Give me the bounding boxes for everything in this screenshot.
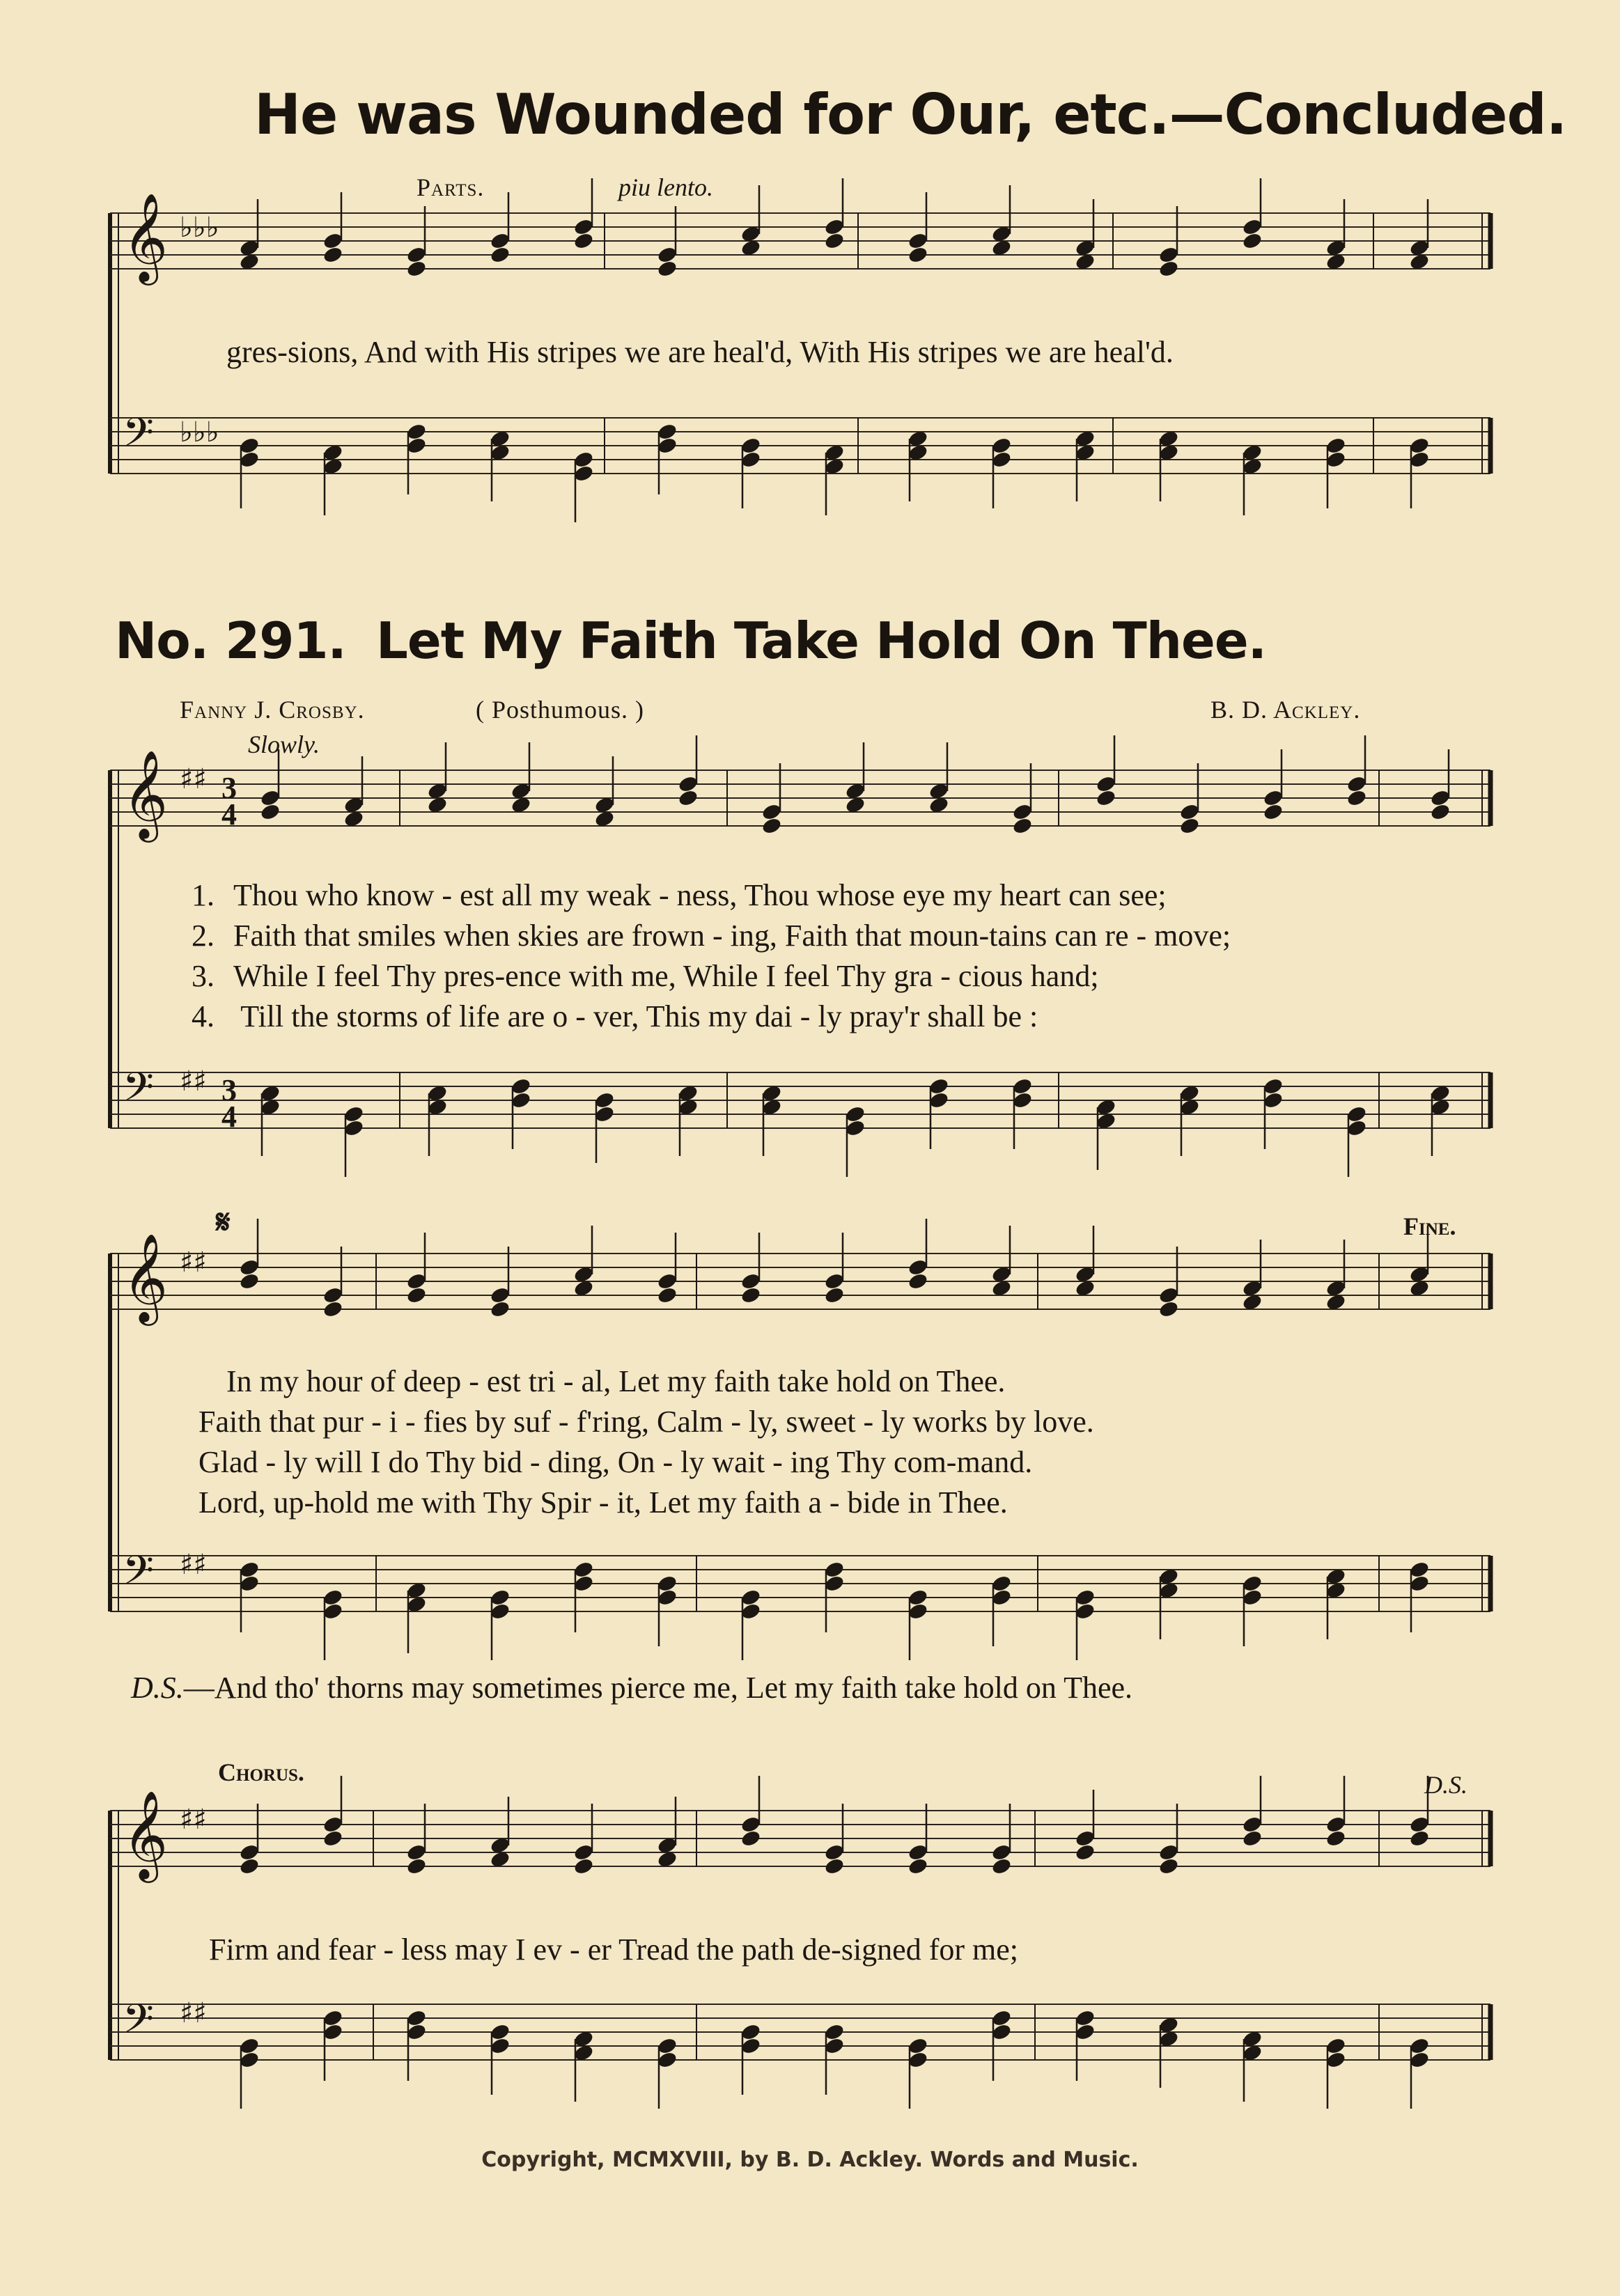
- fine-mark: Fine.: [1403, 1212, 1456, 1240]
- ds-text: —And tho' thorns may sometimes pierce me, Let my faith take hold on Thee.: [183, 1671, 1133, 1705]
- verse-2-line-b: Faith that pur - i - fies by suf - f'ring, Calm - ly, sweet - ly works by love.: [198, 1405, 1094, 1439]
- notehead: [489, 1299, 511, 1318]
- notehead: [573, 1857, 594, 1875]
- tempo-marking: piu lento.: [618, 173, 713, 201]
- notehead: [990, 1857, 1012, 1875]
- ds-prefix: D.S.: [131, 1671, 184, 1705]
- key-signature: ♯♯: [180, 1997, 207, 2029]
- bass-clef-icon: 𝄢: [123, 409, 155, 466]
- parts-label: Parts.: [416, 173, 485, 201]
- notehead: [238, 1272, 260, 1290]
- notehead: [1325, 1829, 1346, 1848]
- verse-number: 3.: [192, 959, 215, 993]
- notehead: [823, 1286, 845, 1304]
- time-signature-bottom: 4: [221, 1100, 237, 1134]
- notehead: [1346, 788, 1367, 807]
- bass-clef-icon: 𝄢: [123, 1063, 155, 1120]
- treble-clef-icon: 𝄞: [123, 749, 169, 838]
- key-signature: ♯♯: [180, 1804, 207, 1836]
- notehead: [1178, 816, 1200, 835]
- key-signature: ♯♯: [180, 763, 207, 795]
- notehead: [656, 1286, 678, 1304]
- treble-clef-icon: 𝄞: [123, 192, 169, 281]
- key-signature: ♭♭♭: [180, 416, 219, 448]
- notehead: [1095, 788, 1116, 807]
- notehead: [322, 245, 343, 264]
- time-signature-top: 3: [221, 771, 237, 805]
- time-signature-bottom: 4: [221, 797, 237, 831]
- hymn-number: No. 291.: [115, 611, 346, 670]
- notehead: [1408, 1829, 1430, 1848]
- notehead: [740, 1286, 761, 1304]
- time-signature-top: 3: [221, 1073, 237, 1107]
- notehead: [656, 259, 678, 278]
- author-credit: Fanny J. Crosby.: [180, 696, 365, 724]
- notehead: [907, 1272, 928, 1290]
- notehead: [740, 1829, 761, 1848]
- verse-text: Thou who know - est all my weak - ness, Thou whose eye my heart can see;: [233, 878, 1167, 912]
- notehead: [405, 1286, 427, 1304]
- hymn-title: Let My Faith Take Hold On Thee.: [376, 611, 1267, 670]
- page-title: He was Wounded for Our, etc.—Concluded.: [254, 82, 1567, 147]
- notehead: [405, 259, 427, 278]
- notehead: [1241, 231, 1263, 250]
- segno-sign: 𝄋: [216, 1204, 231, 1241]
- treble-clef-icon: 𝄞: [123, 1233, 169, 1322]
- notehead: [489, 245, 511, 264]
- notehead: [907, 245, 928, 264]
- notehead: [1074, 1843, 1096, 1861]
- treble-clef-icon: 𝄞: [123, 1790, 169, 1879]
- notehead: [1262, 802, 1284, 821]
- key-signature: ♯♯: [180, 1549, 207, 1581]
- notehead: [405, 1857, 427, 1875]
- notehead: [322, 1299, 343, 1318]
- composer-credit: B. D. Ackley.: [1210, 696, 1361, 724]
- notehead: [573, 231, 594, 250]
- notehead: [322, 1829, 343, 1848]
- chorus-lyric-line: Firm and fear - less may I ev - er Tread the path de-signed for me;: [209, 1932, 1018, 1967]
- verse-number: 1.: [192, 878, 215, 912]
- verse-number: 2.: [192, 919, 215, 953]
- verse-1-line-b: In my hour of deep - est tri - al, Let my faith take hold on Thee.: [226, 1364, 1006, 1398]
- notehead: [1158, 1299, 1179, 1318]
- notehead: [823, 1857, 845, 1875]
- notehead: [1241, 1829, 1263, 1848]
- verse-3-line-b: Glad - ly will I do Thy bid - ding, On - ly wait - ing Thy com-mand.: [198, 1445, 1033, 1479]
- notehead: [761, 816, 782, 835]
- ds-mark: D.S.: [1424, 1771, 1467, 1799]
- key-signature: ♭♭♭: [180, 212, 219, 244]
- notehead: [823, 231, 845, 250]
- lyric-line-concluded: gres-sions, And with His stripes we are heal'd, With His stripes we are heal'd.: [226, 335, 1174, 369]
- notehead: [1158, 259, 1179, 278]
- bass-clef-icon: 𝄢: [123, 1995, 155, 2052]
- notehead: [677, 788, 699, 807]
- verse-number: 4.: [192, 999, 215, 1033]
- copyright-notice: Copyright, MCMXVIII, by B. D. Ackley. Words and Music.: [481, 2148, 1139, 2172]
- verse-text: Faith that smiles when skies are frown - ing, Faith that moun-tains can re - move;: [233, 919, 1231, 953]
- notehead: [259, 802, 281, 821]
- notehead: [1158, 1857, 1179, 1875]
- tempo-marking-slowly: Slowly.: [248, 731, 320, 758]
- posthumous-note: ( Posthumous. ): [476, 696, 645, 724]
- notehead: [1011, 816, 1033, 835]
- verse-4-line-b: Lord, up-hold me with Thy Spir - it, Let my faith a - bide in Thee.: [198, 1485, 1008, 1520]
- notehead: [238, 1857, 260, 1875]
- verse-text: Till the storms of life are o - ver, This my dai - ly pray'r shall be :: [233, 999, 1038, 1033]
- key-signature: ♯♯: [180, 1065, 207, 1098]
- verse-text: While I feel Thy pres-ence with me, While I feel Thy gra - cious hand;: [233, 959, 1099, 993]
- notehead: [907, 1857, 928, 1875]
- bass-clef-icon: 𝄢: [123, 1547, 155, 1604]
- notehead: [1429, 802, 1451, 821]
- chorus-label: Chorus.: [218, 1758, 304, 1786]
- key-signature: ♯♯: [180, 1247, 207, 1279]
